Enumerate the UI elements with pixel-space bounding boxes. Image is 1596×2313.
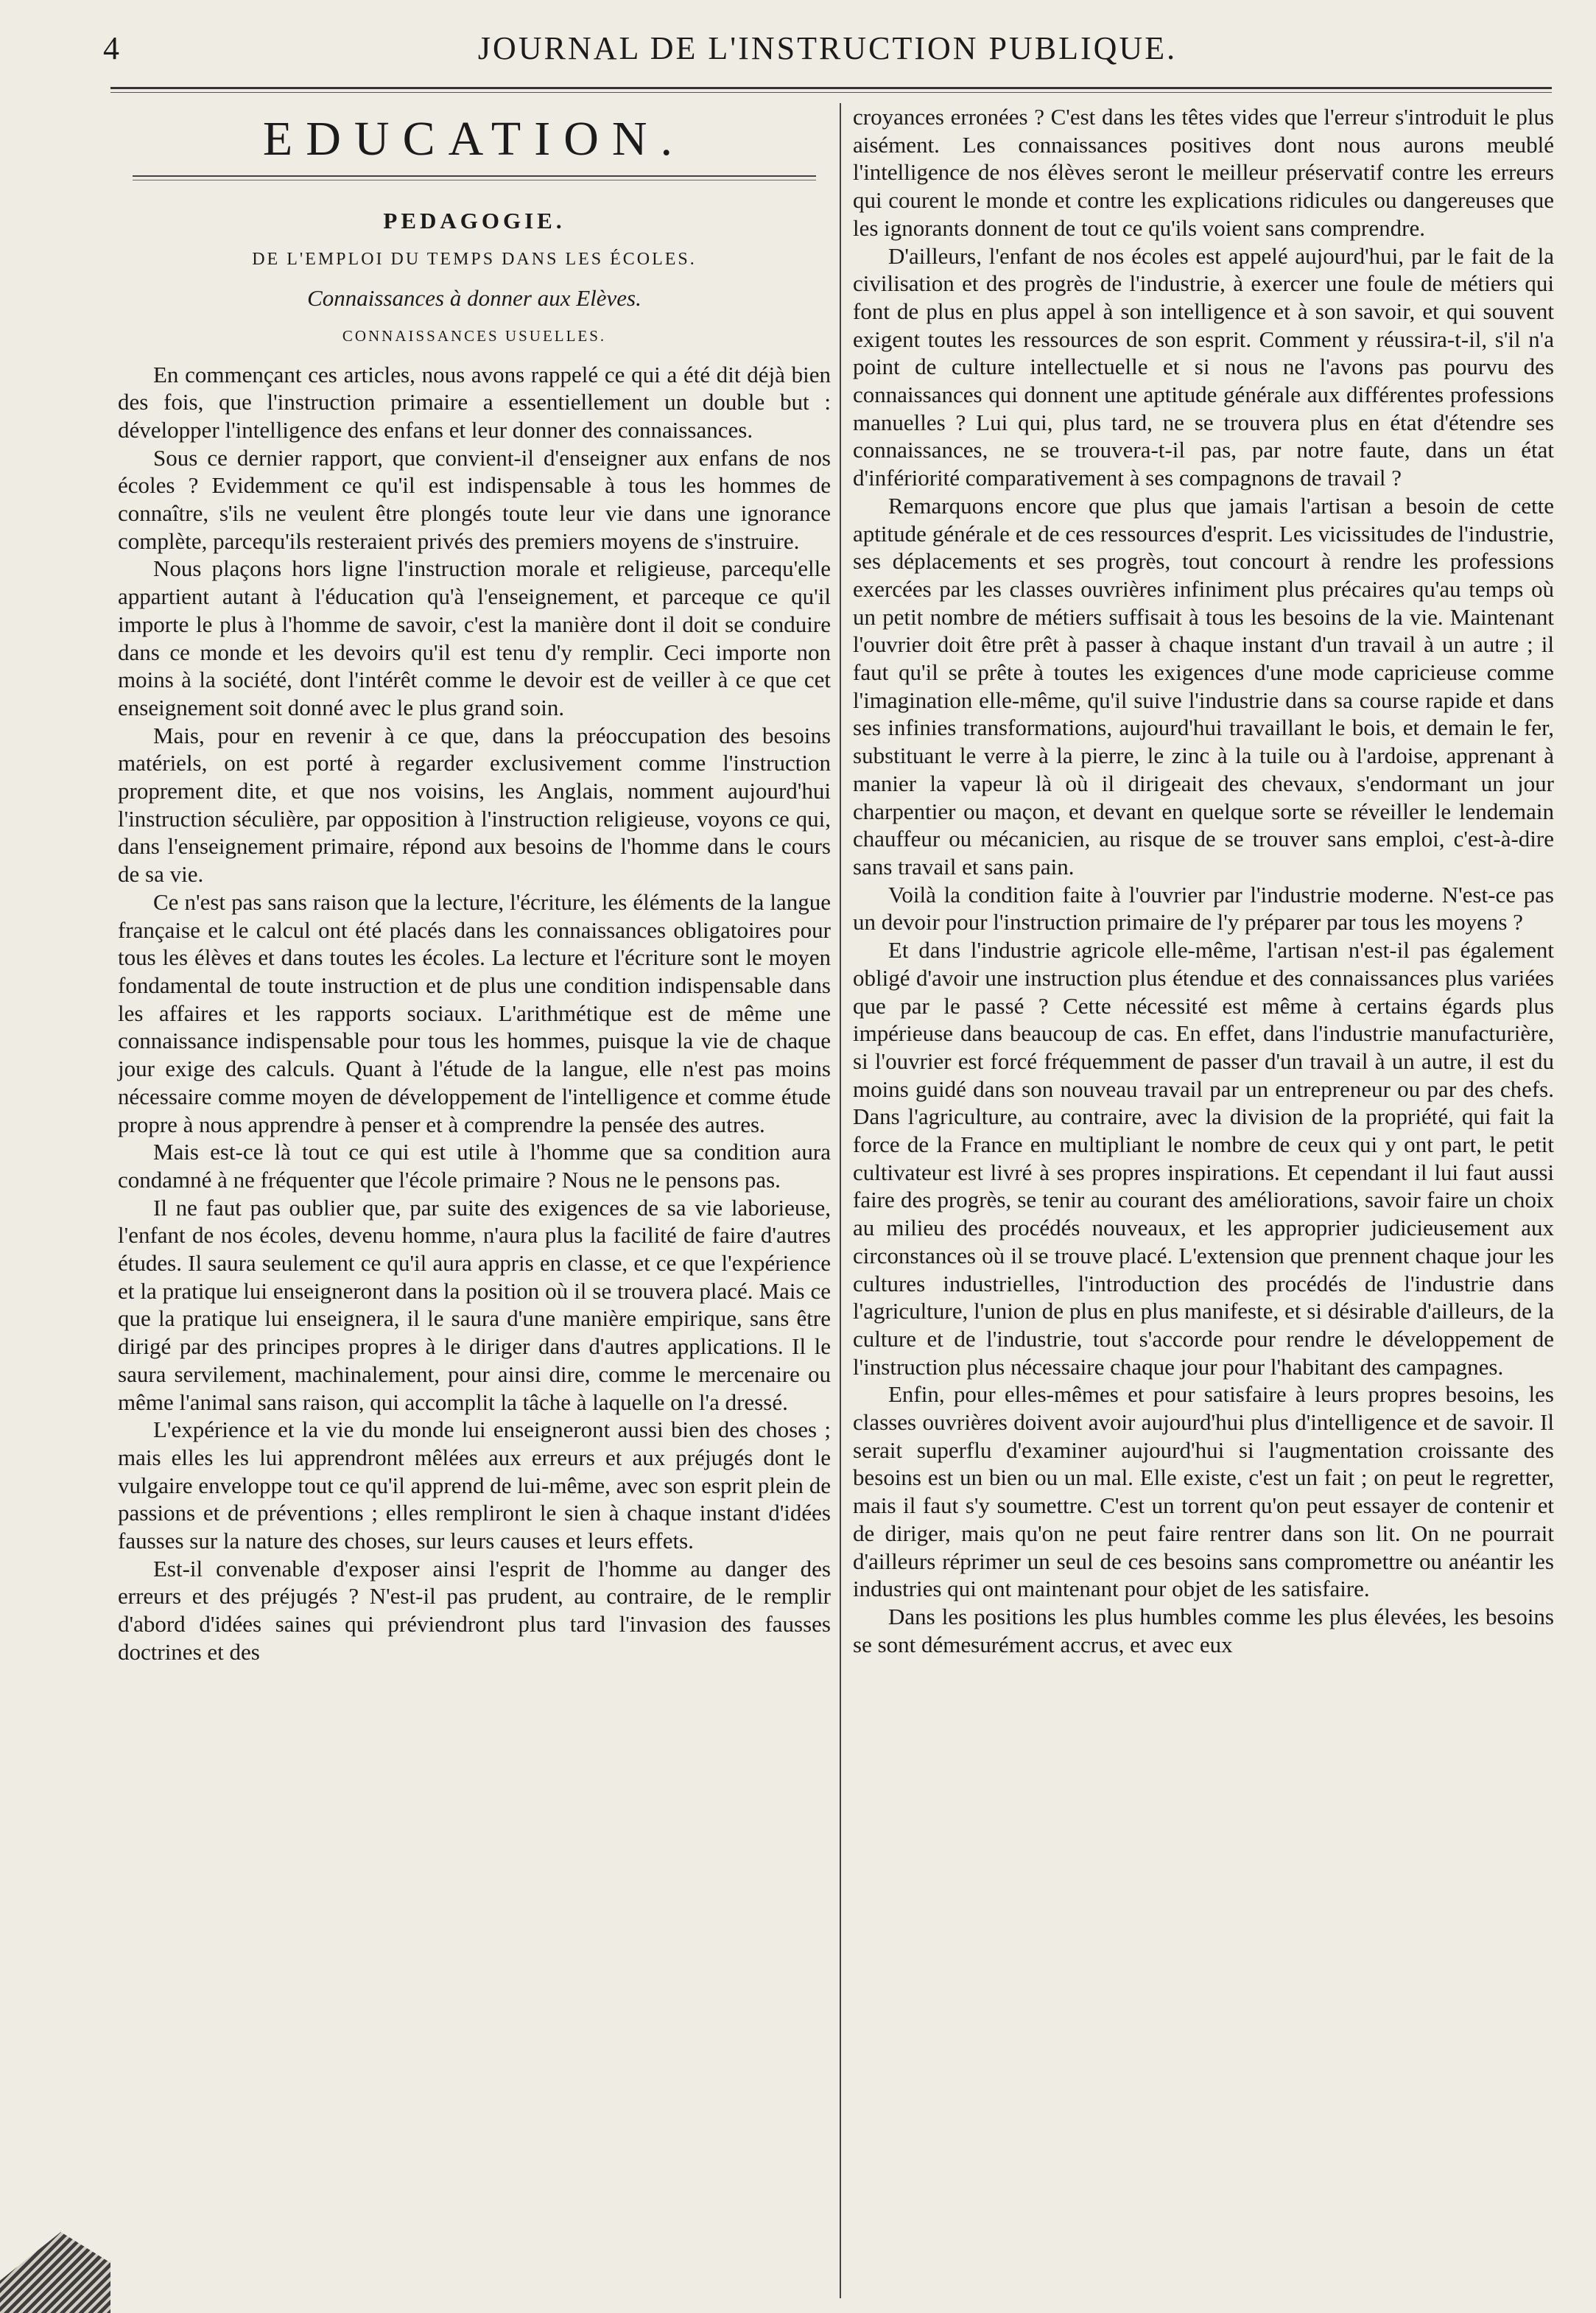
section-title: EDUCATION.: [262, 112, 686, 166]
header-rule: [110, 87, 1552, 93]
paragraph: Mais, pour en revenir à ce que, dans la préoccupation des besoins matériels, on est porté à regarder exclusivement comme l'instruction proprement dite, et que nos voisins, les Anglais, nomment aujourd'hui l'instruction séculière, par opposition à l'instruction religieuse, voyons ce qui, dans l'enseignement primaire, répond aux besoins de l'homme dans le cours de sa vie.: [118, 722, 831, 888]
section-rule: [133, 175, 816, 180]
journal-title: JOURNAL DE L'INSTRUCTION PUBLIQUE.: [477, 30, 1178, 66]
paragraph: L'expérience et la vie du monde lui enseigneront aussi bien des choses ; mais elles les lui apprendront mêlées aux erreurs et aux préjugés dont le vulgaire enveloppe tout ce qu'il apprend de lui-même, avec son esprit plein de passions et de préventions ; elles rempliront le sien à chaque instant d'idées fausses sur la nature des choses, sur leurs causes et leurs effets.: [118, 1417, 831, 1554]
paragraph: Dans les positions les plus humbles comme les plus élevées, les besoins se sont démesurément accrus, et avec eux: [853, 1603, 1554, 1657]
scan-smudge: [0, 2232, 110, 2313]
paragraph: Nous plaçons hors ligne l'instruction morale et religieuse, parcequ'elle appartient autant à l'éducation qu'à l'enseignement, et parceque ce qu'il importe le plus à l'homme de savoir, c'est la manière dont il doit se conduire dans ce monde et les devoirs qu'il est tenu d'y remplir. Ceci importe non moins à la société, dont l'intérêt comme le devoir est de veiller à ce que cet enseignement soit donné avec le plus grand soin.: [118, 555, 831, 720]
paragraph: Mais est-ce là tout ce qui est utile à l'homme que sa condition aura condamné à ne fréquenter que l'école primaire ? Nous ne le pensons pas.: [118, 1139, 831, 1193]
topic-heading: CONNAISSANCES USUELLES.: [342, 326, 607, 345]
article-subtitle: Connaissances à donner aux Elèves.: [307, 285, 641, 312]
paragraph: Remarquons encore que plus que jamais l'artisan a besoin de cette aptitude générale et de ces ressources d'esprit. Les vicissitudes de l'industrie, ses déplacements et ses progrès, tout concourt à rendre les professions exercées par les classes ouvrières infiniment plus précaires qu'au temps où un petit nombre de métiers suffisait à tous les besoins de la vie. Maintenant l'ouvrier doit être prêt à passer à chaque instant d'un travail à un autre ; il faut qu'il se prête à toutes les exigences d'une mode capricieuse comme l'imagination elle-même, qu'il suive l'industrie dans sa course rapide et dans ses infinies transformations, aujourd'hui travaillant le bois, et demain le fer, substituant le verre à la pierre, le zinc à la tuile ou à l'ardoise, apprenant à manier la vapeur là où il dirigeait des chevaux, s'endormant un jour charpentier ou maçon, et devant en quelque sorte se réveiller le lendemain chauffeur ou mécanicien, au risque de se trouver sans emploi, c'est-à-dire sans travail et sans pain.: [853, 492, 1554, 880]
running-head: [103, 29, 1552, 81]
column-divider: [840, 103, 841, 2298]
subsection-heading: PEDAGOGIE.: [383, 207, 566, 234]
paragraph: D'ailleurs, l'enfant de nos écoles est appelé aujourd'hui, par le fait de la civilisation et des progrès de l'industrie, à exercer une foule de métiers qui font de plus en plus appel à son intelligence et à son savoir, et qui souvent exigent toutes les ressources de son esprit. Comment y réussira-t-il, s'il n'a point de culture intellectuelle et si nous ne l'avons pas pourvu des connaissances qui donnent une aptitude générale aux différentes professions manuelles ? Lui qui, plus tard, ne se trouvera plus en état d'étendre ses connaissances, ne se trouvera-t-il pas, par notre faute, dans un état d'infériorité comparativement à ses compagnons de travail ?: [853, 242, 1554, 491]
paragraph: Voilà la condition faite à l'ouvrier par l'industrie moderne. N'est-ce pas un devoir pour l'instruction primaire de l'y préparer par tous les moyens ?: [853, 881, 1554, 936]
paragraph: En commençant ces articles, nous avons rappelé ce qui a été dit déjà bien des fois, que l'instruction primaire a essentiellement un double but : développer l'intelligence des enfans et leur donner des connaissances.: [118, 361, 831, 443]
article-title: DE L'EMPLOI DU TEMPS DANS LES ÉCOLES.: [252, 250, 697, 270]
left-column: [118, 103, 831, 2298]
paragraph: Ce n'est pas sans raison que la lecture, l'écriture, les éléments de la langue française et le calcul ont été placés dans les connaissances obligatoires pour tous les élèves et dans toutes les écoles. La lecture et l'écriture sont le moyen fondamental de toute instruction et de plus une condition indispensable dans les affaires et les rapports sociaux. L'arithmétique est de même une connaissance indispensable pour tous les hommes, puisque la vie de chaque jour exige des calculs. Quant à l'étude de la langue, elle n'est pas moins nécessaire comme moyen de développement de l'intelligence et comme étude propre à nous apprendre à penser et à comprendre la pensée des autres.: [118, 888, 831, 1137]
paragraph: Enfin, pour elles-mêmes et pour satisfaire à leurs propres besoins, les classes ouvrières doivent avoir aujourd'hui plus d'intelligence et de savoir. Il serait superflu d'examiner aujourd'hui si l'augmentation croissante des besoins est un bien ou un mal. Elle existe, c'est un fait ; on peut le regretter, mais il faut s'y soumettre. C'est un torrent qu'on peut essayer de contenir et de diriger, mais qu'on ne peut faire rentrer dans son lit. On ne pourrait d'ailleurs réprimer un seul de ces besoins sans compromettre ou anéantir les industries qui ont maintenant pour objet de les satisfaire.: [853, 1381, 1554, 1602]
paragraph: Est-il convenable d'exposer ainsi l'esprit de l'homme au danger des erreurs et des préjugés ? N'est-il pas prudent, au contraire, de le remplir d'abord d'idées saines qui préviendront plus tard l'invasion des fausses doctrines et des: [118, 1555, 831, 1665]
paragraph: Et dans l'industrie agricole elle-même, l'artisan n'est-il pas également obligé d'avoir une instruction plus étendue et des connaissances plus variées que par le passé ? Cette nécessité est même à certains égards plus impérieuse dans beaucoup de cas. En effet, dans l'industrie manufacturière, si l'ouvrier est forcé fréquemment de passer d'un travail à un autre, il est du moins guidé dans son nouveau travail par un entrepreneur ou par des chefs. Dans l'agriculture, au contraire, avec la division de la propriété, qui fait la force de la France en multipliant le nombre de ceux qui y ont part, le petit cultivateur est livré à ses propres inspirations. Et cependant il lui faut aussi faire des progrès, se tenir au courant des améliorations, savoir faire un choix au milieu des procédés nouveaux, et les approprier judicieusement aux circonstances où il se trouve placé. L'extension que prennent chaque jour les cultures industrielles, l'introduction des procédés de l'industrie dans l'agriculture, l'union de plus en plus manifeste, et si désirable d'ailleurs, de la culture et de l'industrie, tout s'accorde pour rendre le développement de l'instruction plus nécessaire chaque jour pour l'habitant des campagnes.: [853, 937, 1554, 1380]
paragraph: Il ne faut pas oublier que, par suite des exigences de sa vie laborieuse, l'enfant de nos écoles, devenu homme, n'aura plus la facilité de faire d'autres études. Il saura seulement ce qu'il aura appris en classe, et ce que l'expérience et la pratique lui enseigneront dans la position où il se trouvera placé. Mais ce que la pratique lui enseignera, il le saura d'une manière empirique, sans être dirigé par des principes propres à le diriger dans d'autres applications. Il le saura servilement, machinalement, pour ainsi dire, comme le mercenaire ou même l'animal sans raison, qui accomplit la tâche à laquelle on l'a dressé.: [118, 1194, 831, 1415]
page-number: 4: [103, 30, 119, 66]
right-column: [853, 103, 1554, 2298]
paragraph: Sous ce dernier rapport, que convient-il d'enseigner aux enfans de nos écoles ? Evidemment ce qu'il est indispensable à tous les hommes de connaître, s'ils ne veulent être plongés toute leur vie dans une ignorance complète, parcequ'ils resteraient privés des premiers moyens de s'instruire.: [118, 444, 831, 554]
paragraph: croyances erronées ? C'est dans les têtes vides que l'erreur s'introduit le plus aisément. Les connaissances positives dont nous aurons meublé l'intelligence de nos élèves seront le meilleur préservatif contre les erreurs qui courent le monde et contre les explications ridicules ou dangereuses que les ignorants donnent de tout ce qu'ils voient sans comprendre.: [853, 104, 1554, 241]
